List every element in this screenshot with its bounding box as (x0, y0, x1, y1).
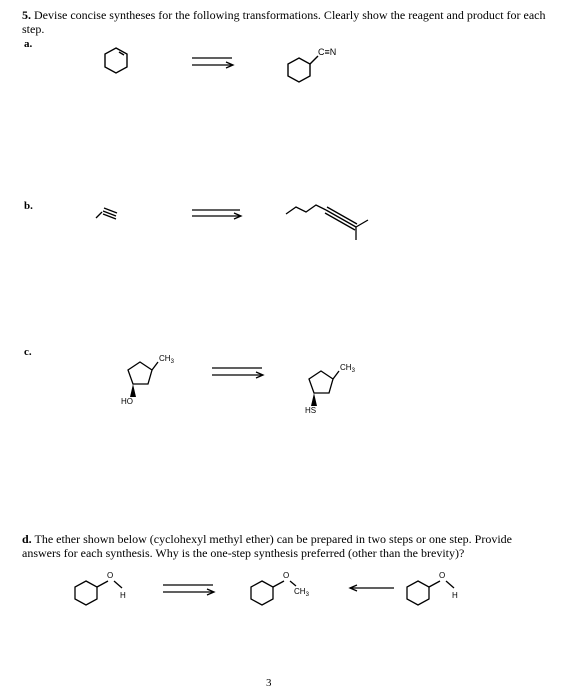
part-c-product-cyclopentanethiol (309, 371, 339, 393)
part-a-reactant-cyclohexene (105, 48, 127, 73)
part-a-product-cyclohexyl-nitrile (288, 56, 318, 82)
part-c-reactant-hydroxyl: HO (121, 397, 133, 406)
part-d-left-oxygen: O (107, 571, 114, 580)
page-number: 3 (266, 677, 272, 689)
part-a-reaction-arrow (192, 58, 233, 68)
part-d-target-ether (251, 581, 296, 605)
part-d-right-oxygen: O (439, 571, 446, 580)
part-d-right-arrow (163, 585, 214, 595)
part-d-left-structure (75, 581, 122, 605)
part-d-left-arrow (350, 585, 394, 591)
part-c-reactant-methyl: $CH_3$ (159, 354, 174, 365)
part-d-right-structure (407, 581, 454, 605)
part-a-nitrile-label: C≡N (318, 47, 337, 57)
question-5-text: Devise concise syntheses for the following transformations. Clearly show the reagent and product for each step. (22, 8, 546, 36)
part-d-label: d. (22, 532, 32, 546)
part-b-product-alkyne (286, 205, 368, 240)
part-d-target-methyl: $CH_3$ (294, 587, 309, 598)
part-c-reactant-cyclopentanol (128, 362, 158, 384)
part-c-product-methyl: $CH_3$ (340, 363, 355, 374)
part-d-right-hydrogen: H (452, 591, 458, 600)
part-c-product-wedge-bond (311, 393, 317, 406)
part-c-reaction-arrow (212, 368, 263, 378)
part-d-left-hydrogen: H (120, 591, 126, 600)
part-c-reactant-wedge-bond (130, 384, 136, 397)
part-c-product-thiol: HS (305, 406, 317, 415)
question-number: 5. (22, 8, 31, 22)
part-b-reaction-arrow (192, 210, 241, 219)
part-a-label: a. (24, 38, 33, 50)
part-b-reactant-alkyne (96, 208, 117, 219)
part-d-text: The ether shown below (cyclohexyl methyl ether) can be prepared in two steps or one step. Provide answers for each synthesis. Why is the one-step synthesis preferred (other than the brevity)? (22, 532, 512, 560)
part-d-target-oxygen: O (283, 571, 290, 580)
part-b-label: b. (24, 200, 33, 212)
part-c-label: c. (24, 346, 32, 358)
